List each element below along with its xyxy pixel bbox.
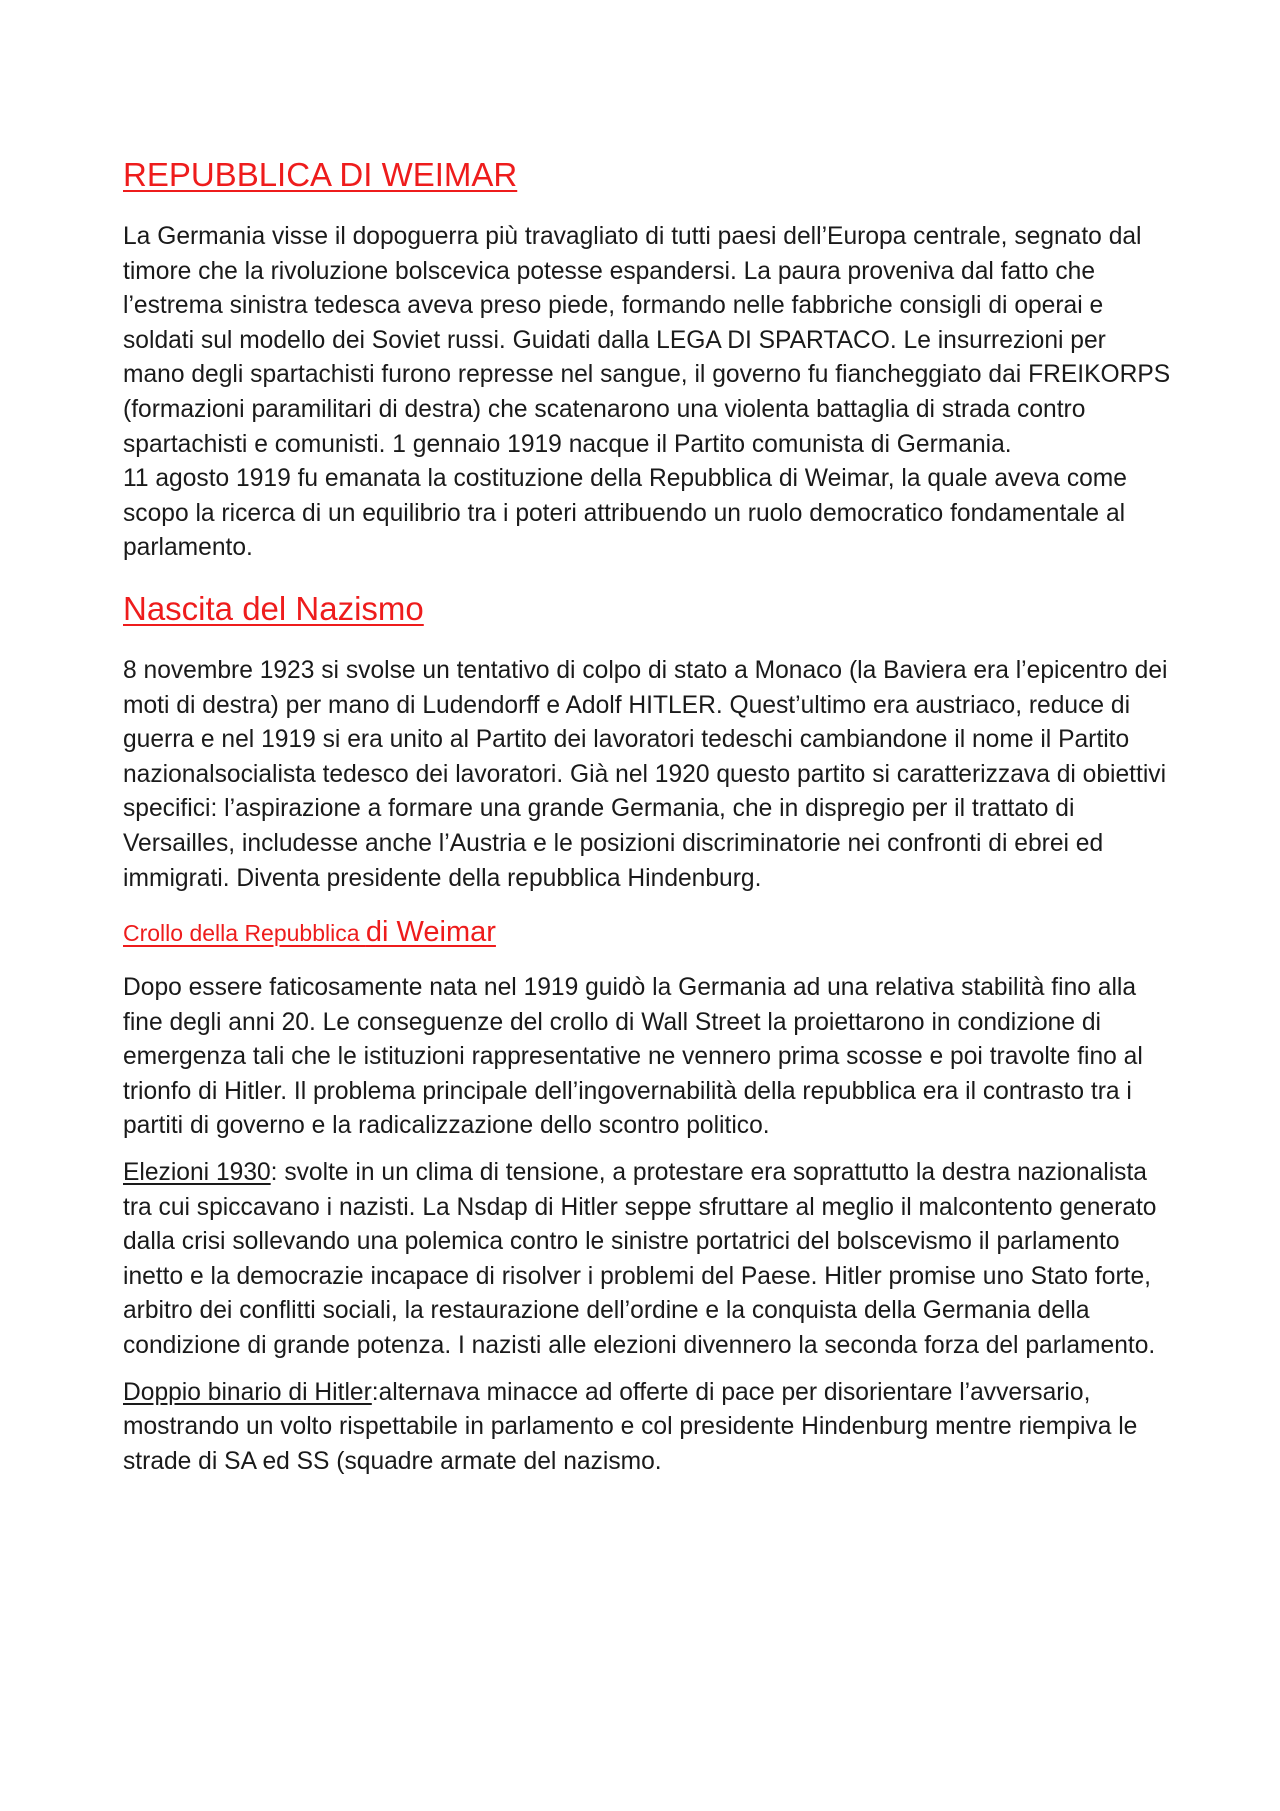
paragraph-weimar-1: La Germania visse il dopoguerra più travagliato di tutti paesi dell’Europa centrale, segnato dal timore che la rivoluzione bolscevica potesse espandersi. La paura proveniva dal fatto che l’estrema sinistra tedesca aveva preso piede, formando nelle fabbriche consigli di operai e soldati sul modello dei Soviet russi. Guidati dalla LEGA DI SPARTACO. Le insurrezioni per mano degli spartachisti furono represse nel sangue, il governo fu fiancheggiato dai FREIKORPS (formazioni paramilitari di destra) che scatenarono una violenta battaglia di strada contro spartachisti e comunisti. 1 gennaio 1919 nacque il Partito comunista di Germania. bbox=[123, 223, 1171, 458]
document-page bbox=[123, 150, 1173, 1491]
section-title-crollo-part1: Crollo della Repubblica bbox=[123, 920, 366, 947]
paragraph-crollo-1: Dopo essere faticosamente nata nel 1919 guidò la Germania ad una relativa stabilità fino alla fine degli anni 20. Le conseguenze del crollo di Wall Street la proiettarono in condizione di emergenza tali che le istituzioni rappresentative ne vennero prima scosse e poi travolte fino al trionfo di Hitler. Il problema principale dell’ingovernabilità della repubblica era il contrasto tra i partiti di governo e la radicalizzazione dello scontro politico. bbox=[123, 974, 1143, 1140]
elezioni-text: : svolte in un clima di tensione, a protestare era soprattutto la destra nazionalista tra cui spiccavano i nazisti. La Nsdap di Hitler seppe sfruttare al meglio il malcontento generato dalla crisi sollevando una polemica contro le sinistre portatrici del bolscevismo il parlamento inetto e la democrazie incapace di risolver i problemi del Paese. Hitler promise uno Stato forte, arbitro dei conflitti sociali, la restaurazione dell’ordine e la conquista della Germania della condizione di grande potenza. I nazisti alle elezioni divennero la seconda forza del parlamento. bbox=[123, 1159, 1157, 1360]
section-title-crollo bbox=[123, 914, 1173, 951]
section-title-weimar: REPUBBLICA DI WEIMAR bbox=[123, 156, 518, 193]
paragraph-doppio-binario bbox=[123, 1376, 1173, 1480]
paragraph-elezioni bbox=[123, 1156, 1173, 1364]
doppio-binario-label: Doppio binario di Hitler bbox=[123, 1378, 372, 1406]
section-title-nazismo: Nascita del Nazismo bbox=[123, 589, 424, 627]
paragraph-weimar-2: 11 agosto 1919 fu emanata la costituzione della Repubblica di Weimar, la quale aveva come scopo la ricerca di un equilibrio tra i poteri attribuendo un ruolo democratico fondamentale al parlamento. bbox=[123, 465, 1127, 562]
elezioni-label: Elezioni 1930 bbox=[123, 1159, 271, 1187]
section-title-crollo-part2: di Weimar bbox=[365, 916, 496, 949]
doppio-binario-text: :alternava minacce ad offerte di pace per disorientare l’avversario, mostrando un volto rispettabile in parlamento e col presidente Hindenburg mentre riempiva le strade di SA ed SS (squadre armate del nazismo. bbox=[123, 1378, 1138, 1475]
paragraph-nazismo-1: 8 novembre 1923 si svolse un tentativo di colpo di stato a Monaco (la Baviera era l’epicentro dei moti di destra) per mano di Ludendorff e Adolf HITLER. Quest’ultimo era austriaco, reduce di guerra e nel 1919 si era unito al Partito dei lavoratori tedeschi cambiandone il nome il Partito nazionalsocialista tedesco dei lavoratori. Già nel 1920 questo partito si caratterizzava di obiettivi specifici: l’aspirazione a formare una grande Germania, che in dispregio per il trattato di Versailles, includesse anche l’Austria e le posizioni discriminatorie nei confronti di ebrei ed immigrati. Diventa presidente della repubblica Hindenburg. bbox=[123, 656, 1168, 892]
